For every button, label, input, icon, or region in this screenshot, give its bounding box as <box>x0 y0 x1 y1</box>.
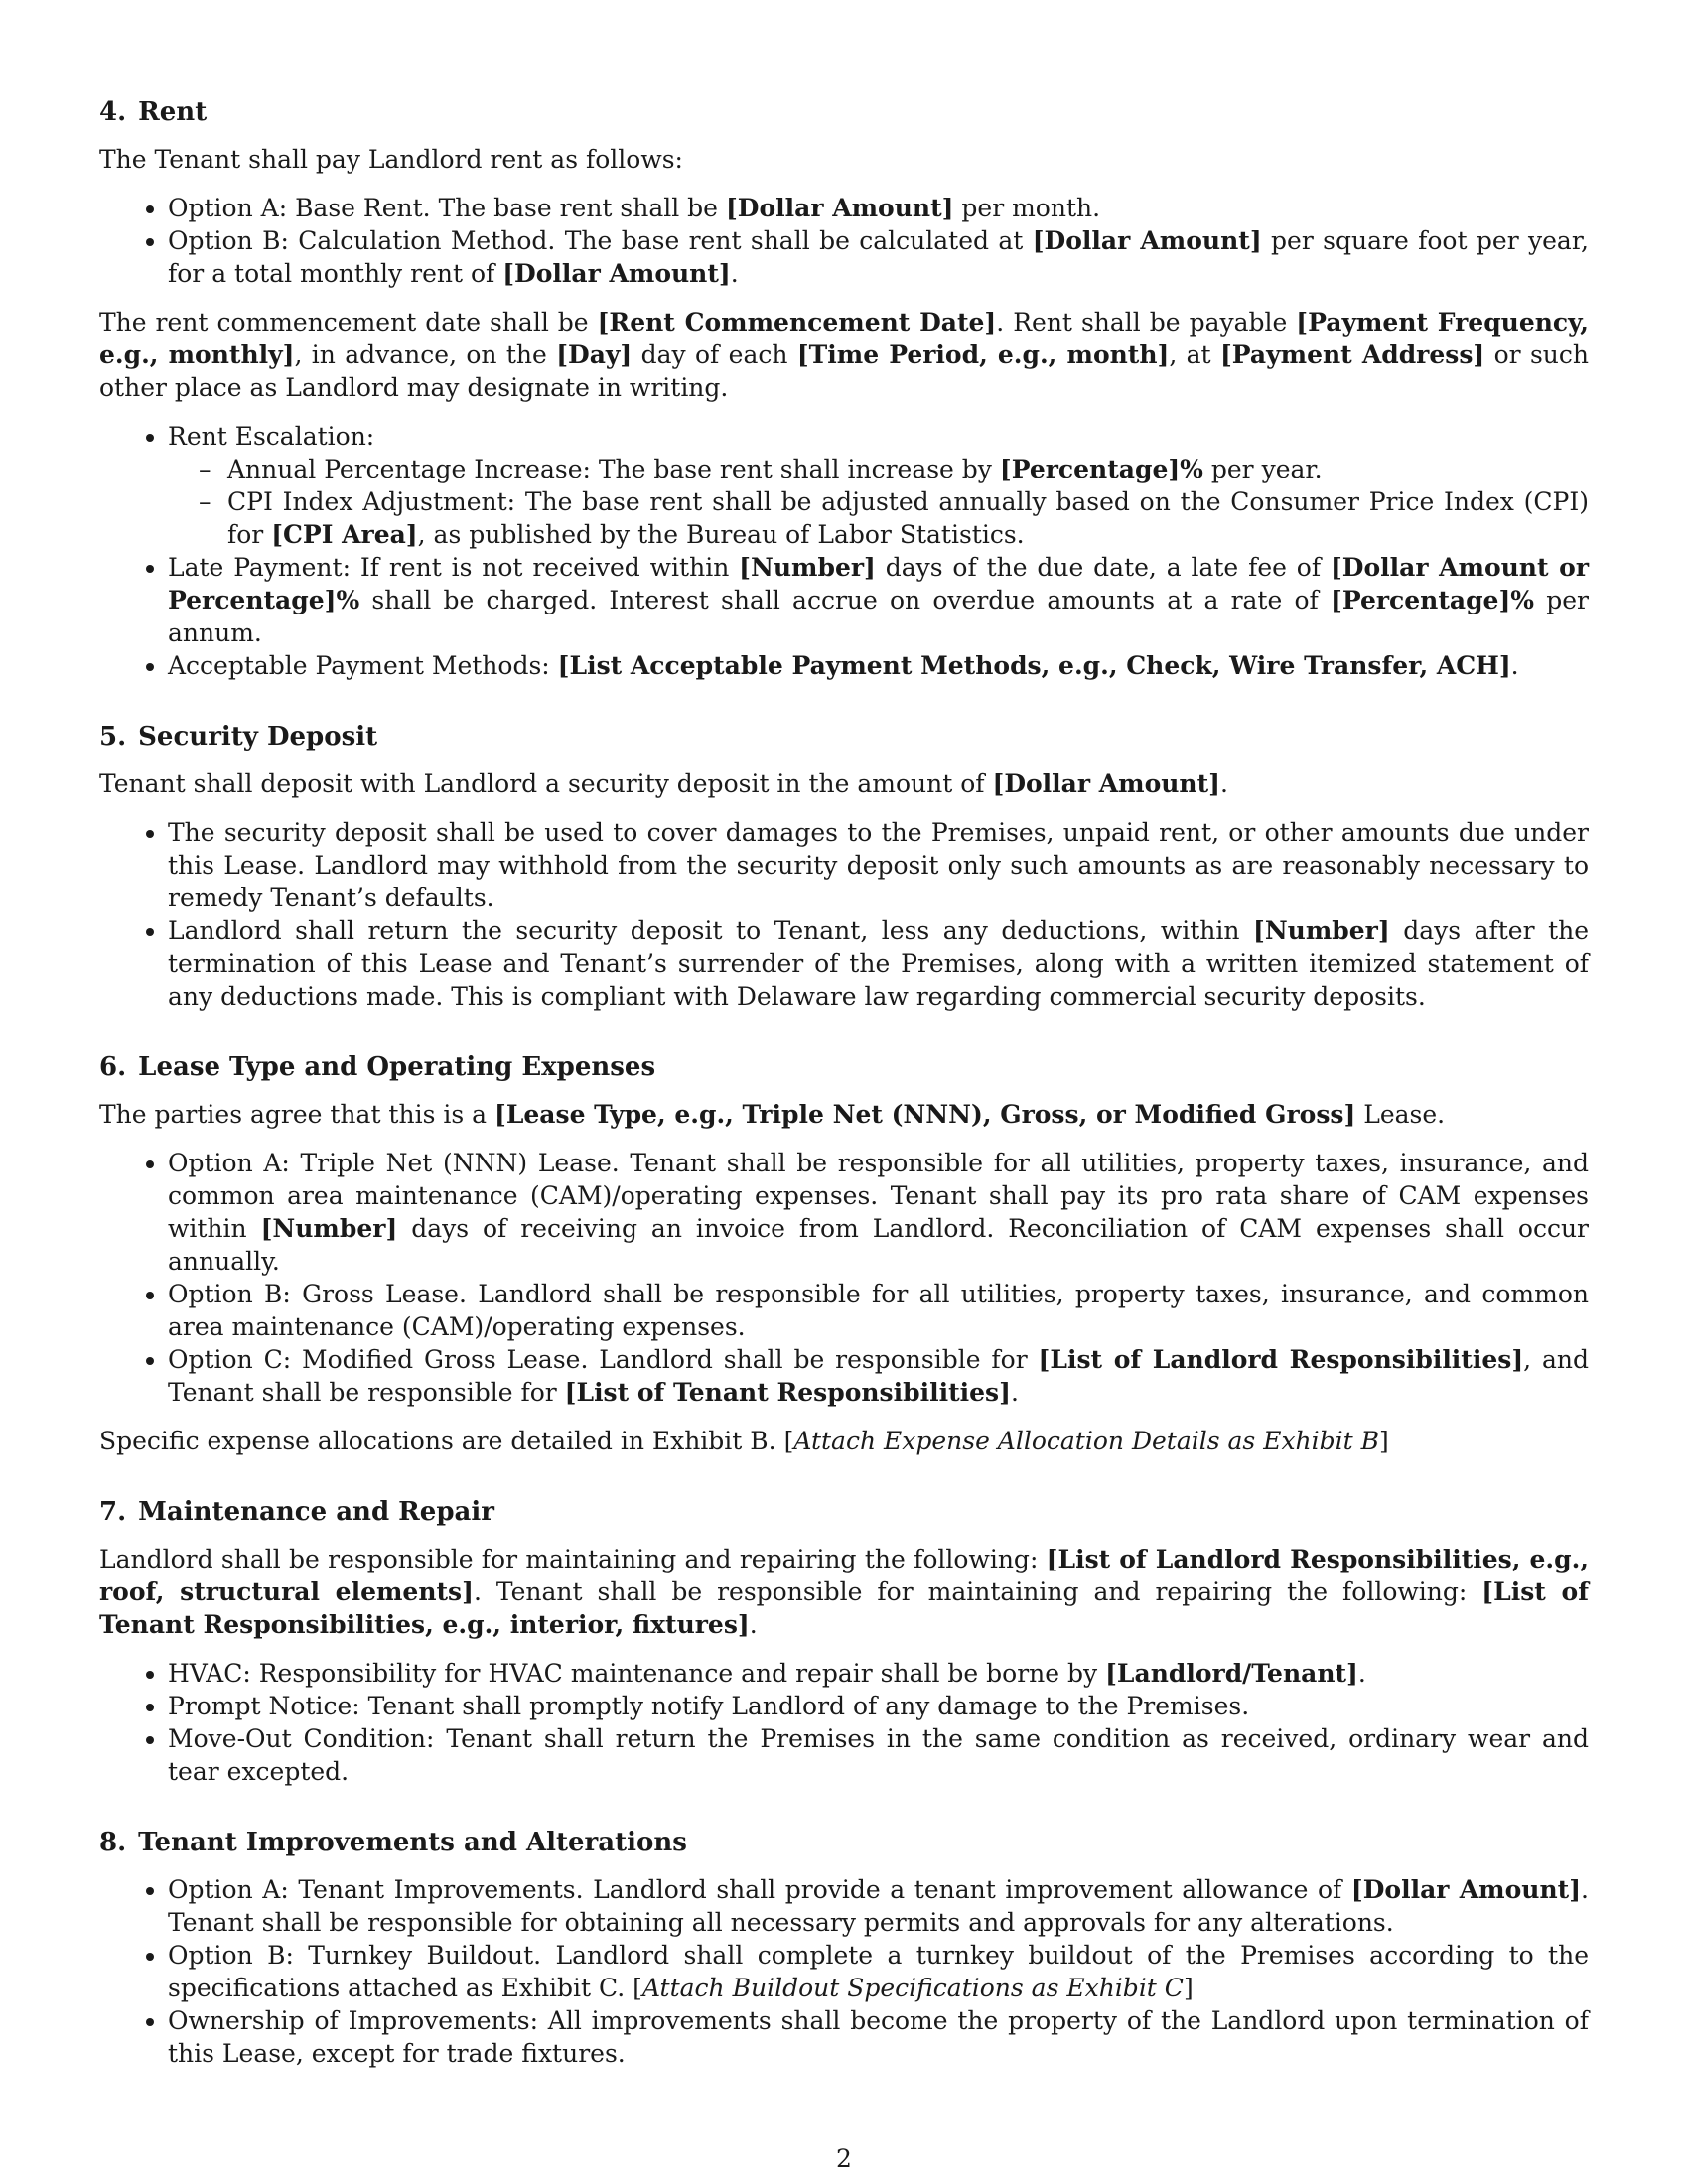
section-heading: 8. Tenant Improvements and Alterations <box>99 1828 687 1857</box>
sub-list-item: – Annual Percentage Increase: The base rent shall increase by [Percentage]% per year. <box>227 453 1589 485</box>
paragraph: The Tenant shall pay Landlord rent as follows: <box>99 145 683 174</box>
section-rent <box>99 95 1589 682</box>
paragraph: Landlord shall be responsible for maintaining and repairing the following: [List of Landlord Responsibilities, e.g., roof, structural elements]. Tenant shall be responsible for maintaining and repairing the following: [List of Tenant Responsibilities, e.g., interior, fixtures]. <box>99 1545 1589 1639</box>
section-security-deposit <box>99 720 1589 1013</box>
list-item: • Rent Escalation: – Annual Percentage Increase: The base rent shall increase by [Percentage]% per year. – CPI Index Adjustment: The base rent shall be adjusted annually based on the Consumer Price Index (CPI) for [CPI Area], as published by the Bureau of Labor Statistics. <box>168 420 1589 551</box>
option-list <box>99 1873 1589 2070</box>
list-item: • Option C: Modified Gross Lease. Landlord shall be responsible for [List of Landlord Responsibilities], and Tenant shall be responsible for [List of Tenant Responsibilities]. <box>168 1343 1589 1409</box>
option-list <box>99 192 1589 290</box>
paragraph: Specific expense allocations are detailed in Exhibit B. [Attach Expense Allocation Details as Exhibit B] <box>99 1427 1389 1455</box>
option-list <box>99 1147 1589 1409</box>
paragraph: The parties agree that this is a [Lease Type, e.g., Triple Net (NNN), Gross, or Modified Gross] Lease. <box>99 1100 1446 1129</box>
section-heading: 5. Security Deposit <box>99 722 378 751</box>
list-item: • Option B: Gross Lease. Landlord shall be responsible for all utilities, property taxes, insurance, and common area maintenance (CAM)/operating expenses. <box>168 1278 1589 1343</box>
terms-list <box>99 816 1589 1013</box>
list-item: • HVAC: Responsibility for HVAC maintenance and repair shall be borne by [Landlord/Tenant]. <box>168 1657 1589 1690</box>
terms-list <box>99 420 1589 682</box>
list-item: • Acceptable Payment Methods: [List Acceptable Payment Methods, e.g., Check, Wire Transfer, ACH]. <box>168 649 1589 682</box>
list-item: • Ownership of Improvements: All improvements shall become the property of the Landlord upon termination of this Lease, except for trade fixtures. <box>168 2004 1589 2070</box>
list-item: • Option B: Turnkey Buildout. Landlord shall complete a turnkey buildout of the Premises according to the specifications attached as Exhibit C. [Attach Buildout Specifications as Exhibit C] <box>168 1939 1589 2004</box>
section-heading: 6. Lease Type and Operating Expenses <box>99 1052 656 1082</box>
section-heading: 4. Rent <box>99 97 208 127</box>
list-item: • Option B: Calculation Method. The base rent shall be calculated at [Dollar Amount] per square foot per year, for a total monthly rent of [Dollar Amount]. <box>168 224 1589 290</box>
document-page <box>99 95 1589 2108</box>
sub-list-item: – CPI Index Adjustment: The base rent shall be adjusted annually based on the Consumer Price Index (CPI) for [CPI Area], as published by the Bureau of Labor Statistics. <box>227 485 1589 551</box>
section-maintenance <box>99 1495 1589 1788</box>
terms-list <box>99 1657 1589 1788</box>
sub-list <box>168 453 1589 551</box>
section-heading: 7. Maintenance and Repair <box>99 1497 494 1527</box>
list-item: • Late Payment: If rent is not received within [Number] days of the due date, a late fee of [Dollar Amount or Percentage]% shall be charged. Interest shall accrue on overdue amounts at a rate of [Percentage]% per annum. <box>168 551 1589 649</box>
section-improvements <box>99 1826 1589 2070</box>
list-item: • Option A: Base Rent. The base rent shall be [Dollar Amount] per month. <box>168 192 1589 224</box>
page-number: 2 <box>836 2144 852 2173</box>
list-item: • Move-Out Condition: Tenant shall return the Premises in the same condition as received, ordinary wear and tear excepted. <box>168 1722 1589 1788</box>
list-item: • The security deposit shall be used to cover damages to the Premises, unpaid rent, or other amounts due under this Lease. Landlord may withhold from the security deposit only such amounts as are reasonably necessary to remedy Tenant’s defaults. <box>168 816 1589 914</box>
list-item: • Prompt Notice: Tenant shall promptly notify Landlord of any damage to the Premises. <box>168 1690 1589 1722</box>
list-item: • Landlord shall return the security deposit to Tenant, less any deductions, within [Number] days after the termination of this Lease and Tenant’s surrender of the Premises, along with a written itemized statement of any deductions made. This is compliant with Delaware law regarding commercial security deposits. <box>168 914 1589 1013</box>
list-item: • Option A: Tenant Improvements. Landlord shall provide a tenant improvement allowance of [Dollar Amount]. Tenant shall be responsible for obtaining all necessary permits and approvals for any alterations. <box>168 1873 1589 1939</box>
paragraph: The rent commencement date shall be [Rent Commencement Date]. Rent shall be payable [Payment Frequency, e.g., monthly], in advance, on the [Day] day of each [Time Period, e.g., month], at [Payment Address] or such other place as Landlord may designate in writing. <box>99 308 1589 402</box>
section-lease-type <box>99 1050 1589 1457</box>
paragraph: Tenant shall deposit with Landlord a security deposit in the amount of [Dollar Amount]. <box>99 769 1228 798</box>
list-item: • Option A: Triple Net (NNN) Lease. Tenant shall be responsible for all utilities, property taxes, insurance, and common area maintenance (CAM)/operating expenses. Tenant shall pay its pro rata share of CAM expenses within [Number] days of receiving an invoice from Landlord. Reconciliation of CAM expenses shall occur annually. <box>168 1147 1589 1278</box>
